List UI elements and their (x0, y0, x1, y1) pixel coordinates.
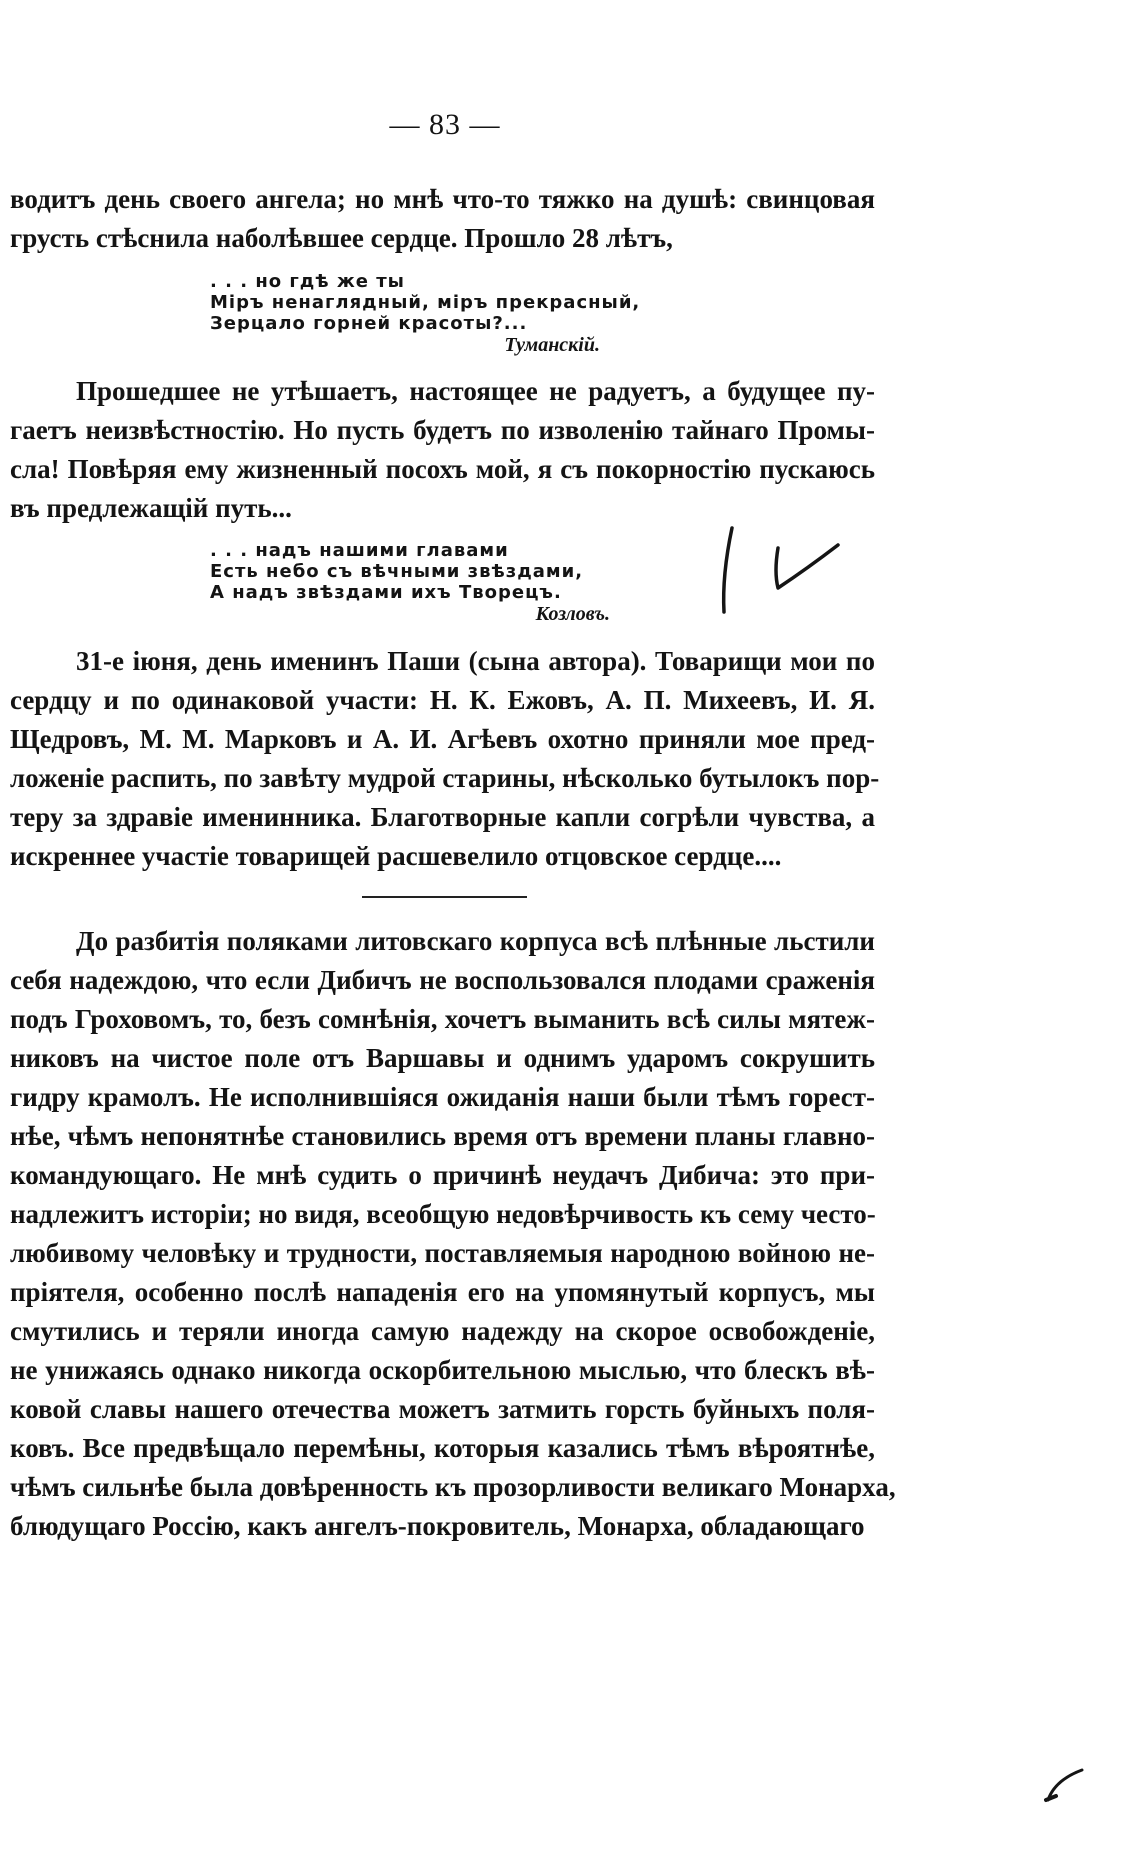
text-line: никовъ на чистое поле отъ Варшавы и однимъ ударомъ сокрушить (10, 1043, 875, 1073)
text-line: сла! Повѣряя ему жизненный посохъ мой, я съ покорностію пускаюсь (10, 454, 875, 484)
text-line: себя надеждою, что если Дибичъ не воспользовался плодами сраженія (10, 965, 875, 995)
text-line: До разбитія поляками литовскаго корпуса всѣ плѣнные льстили (76, 926, 875, 956)
text-line: нѣе, чѣмъ непонятнѣе становились время отъ времени планы главно- (10, 1121, 875, 1151)
verse-author: Козловъ. (535, 603, 610, 625)
text-line: смутились и теряли иногда самую надежду на скорое освобожденіе, (10, 1316, 875, 1346)
page-number: — 83 — (389, 108, 501, 141)
margin-checkmark (776, 545, 838, 588)
text-line: 31-е іюня, день именинъ Паши (сына автора). Товарищи мои по (76, 646, 875, 676)
text-line: ложеніе распить, по завѣту мудрой старины, нѣсколько бутылокъ пор- (10, 763, 880, 793)
text-line: надлежитъ исторіи; но видя, всеобщую недовѣрчивость къ сему често- (10, 1199, 876, 1229)
verse-line: А надъ звѣздами ихъ Творецъ. (210, 582, 562, 603)
text-line: искреннее участіе товарищей расшевелило отцовское сердце.... (10, 841, 782, 871)
text-line: не унижаясь однако никогда оскорбительною мыслью, что блескъ вѣ- (10, 1355, 875, 1385)
text-line: любивому человѣку и трудности, поставляемыя народною войною не- (10, 1238, 875, 1268)
margin-bracket-mark (724, 528, 732, 612)
text-line: гаетъ неизвѣстностію. Но пусть будетъ по изволенію тайнаго Промы- (10, 415, 875, 445)
text-line: командующаго. Не мнѣ судить о причинѣ неудачъ Дибича: это при- (10, 1160, 875, 1190)
text-line: пріятеля, особенно послѣ нападенія его на упомянутый корпусъ, мы (10, 1277, 875, 1307)
text-line: грусть стѣснила наболѣвшее сердце. Прошло 28 лѣтъ, (10, 223, 673, 253)
text-line: чѣмъ сильнѣе была довѣренность къ прозорливости великаго Монарха, (10, 1472, 896, 1502)
text-line: въ предлежащій путь... (10, 493, 292, 523)
text-line: водитъ день своего ангела; но мнѣ что-то тяжко на душѣ: свинцовая (10, 184, 875, 214)
text-line: блюдущаго Россію, какъ ангелъ-покровитель, Монарха, обладающаго (10, 1511, 865, 1541)
text-line: теру за здравіе именинника. Благотворные капли согрѣли чувства, а (10, 802, 875, 832)
text-line: Прошедшее не утѣшаетъ, настоящее не радуетъ, а будущее пу- (76, 376, 875, 406)
verse-line: Есть небо съ вѣчными звѣздами, (210, 561, 584, 582)
text-line: сердцу и по одинаковой участи: Н. К. Ежовъ, А. П. Михеевъ, И. Я. (10, 685, 875, 715)
text-line: ковой славы нашего отечества можетъ затмить горсть буйныхъ поля- (10, 1394, 875, 1424)
verse-author: Туманскій. (504, 334, 600, 356)
text-line: ковъ. Все предвѣщало перемѣны, которыя казались тѣмъ вѣроятнѣе, (10, 1433, 875, 1463)
text-line: Щедровъ, М. М. Марковъ и А. И. Агѣевъ охотно приняли мое пред- (10, 724, 875, 754)
verse-line: . . . но гдѣ же ты (210, 271, 405, 292)
verse-line: Міръ ненаглядный, міръ прекрасный, (210, 292, 641, 313)
verse-line: Зерцало горней красоты?... (210, 313, 528, 334)
text-line: гидру крамолъ. Не исполнившіяся ожиданія наши были тѣмъ горест- (10, 1082, 875, 1112)
text-line: подъ Гроховомъ, то, безъ сомнѣнія, хочетъ выманить всѣ силы мятеж- (10, 1004, 875, 1034)
verse-line: . . . надъ нашими главами (210, 540, 509, 561)
